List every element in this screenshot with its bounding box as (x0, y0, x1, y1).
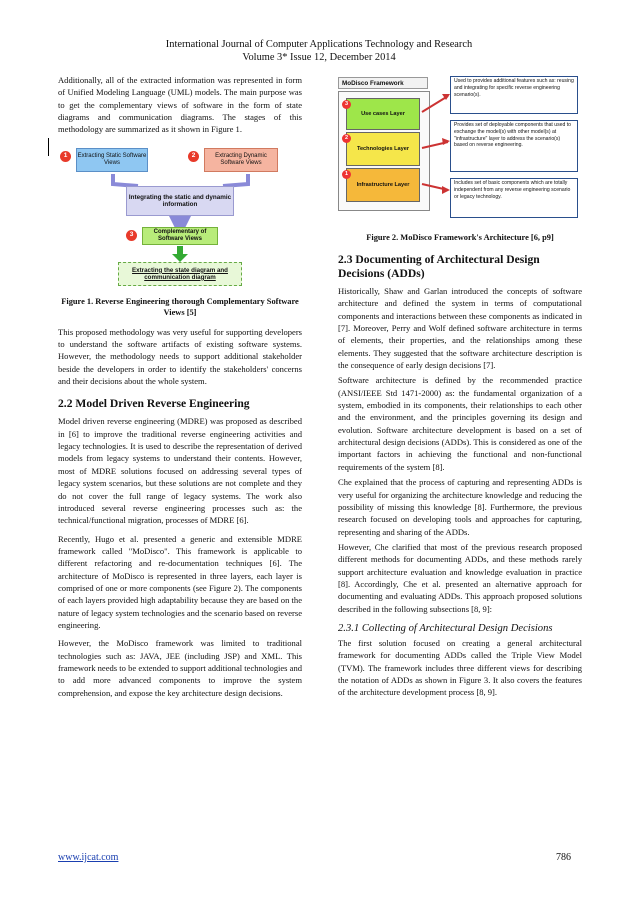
layer-use-cases: Use cases Layer (346, 98, 420, 130)
page-header (0, 38, 638, 64)
layer-3-badge: 3 (342, 100, 351, 109)
step-1-badge: 1 (60, 151, 71, 162)
arrow-right-down (223, 174, 248, 186)
layer-infrastructure: Infrastructure Layer (346, 168, 420, 202)
step-2-badge: 2 (188, 151, 199, 162)
note-use-cases: Used to provides additional features such as: reusing and integrating for specific reverse engineering scenario(s). (450, 76, 578, 114)
box-static-views: Extracting Static Software Views (76, 148, 148, 172)
box-complementary: Complementary of Software Views (142, 227, 218, 245)
right-paragraph-4: However, Che clarified that most of the previous research proposed different methods for documenting ADDs, and these methods rarely support architecture evaluation and knowledge evaluation in practice [8]. Accordingly, Che et al. presented an alternative approach for documenting and evaluating ADDs. This approach proposed solutions described in the following subsections [8, 9]: (338, 541, 582, 614)
layer-1-badge: 1 (342, 170, 351, 179)
journal-title: International Journal of Computer Applications Technology and Research (165, 39, 473, 50)
right-paragraph-5: The first solution focused on creating a general architectural framework for documenting ADDs called the Triple View Model (TVM). The framework includes three different views for describing the notation of ADDs as shown in Figure 3. It also covers the features of the architecture development process [8, 9]. (338, 637, 582, 698)
section-2-3-1-heading: 2.3.1 Collecting of Architectural Design Decisions (338, 622, 553, 634)
right-paragraph-1: Historically, Shaw and Garlan introduced the concepts of software architecture and defined the system in terms of computational components and interactions between these components as indicated in [7]. Moreover, Perry and Wolf defined software architecture in terms of elements, their properties, and the relationships among these elements. They suggested that the software architecture description is the consequence of early design decisions [7]. (338, 286, 582, 371)
left-paragraph-4: Recently, Hugo et al. presented a generic and extensible MDRE framework called "MoDisco". This framework is applicable to different refactoring and re-documentation techniques [6]. The architecture of MoDisco is represented in three layers, each layer is comprised of one or more components (see Figure 2). The components of each layers provided high adaptability because they are based on the nature of legacy system technologies and the scenario based on reverse engineering. (58, 533, 302, 630)
section-2-3-heading: 2.3 Documenting of Architectural Design Decisions (ADDs) (338, 253, 540, 280)
box-integrating: Integrating the static and dynamic information (126, 186, 234, 216)
left-paragraph-1: Additionally, all of the extracted information was represented in form of Unified Modeling Language (UML) models. The main purpose was to get the complementary views of software in the form of state diagrams and communication diagrams. The stages of this methodology are summarized as it shown in Figure 1. (58, 75, 302, 135)
arrow-green-head (172, 254, 188, 262)
arrow-left-down (113, 174, 138, 186)
note-technologies: Provides set of deployable components that used to exchange the model(s) with other model(s) at "infrastructure" layer to address the scenario(s) based on reverse engineering. (450, 120, 578, 172)
left-column (58, 74, 302, 702)
layer-2-badge: 2 (342, 134, 351, 143)
modisco-title: MoDisco Framework (338, 77, 428, 89)
box-dynamic-views: Extracting Dynamic Software Views (204, 148, 278, 172)
layer-technologies: Technologies Layer (346, 132, 420, 166)
figure-2 (338, 74, 578, 224)
right-paragraph-2: Software architecture is defined by the recommended practice (ANSI/IEEE Std 1471-2000) as: the fundamental organization of a system, embodied in its components, their relationships to each other and the environment, and the principles governing its design and evolution. Software architecture development is based on a set of architectural design decisions (ADDs). This is considered as one of the important factors in achieving the functional and non-functional requirements of the system [8]. (338, 375, 582, 472)
section-2-2-heading: 2.2 Model Driven Reverse Engineering (58, 397, 250, 411)
right-paragraph-3: Che explained that the process of capturing and representing ADDs is very useful for organizing the architecture knowledge and reducing the possibility of missing this knowledge [8]. Furthermore, the previous research focused on developing tools and approaches for capturing, representing and sharing of the ADDs. (338, 477, 582, 537)
figure-1-caption: Figure 1. Reverse Engineering thorough Complementary Software Views [5] (61, 296, 299, 317)
right-column (338, 74, 582, 702)
journal-volume: Volume 3* Issue 12, December 2014 (242, 52, 396, 63)
text-cursor (48, 138, 49, 156)
note-infrastructure: Includes set of basic components which are totally independent from any reverse engineering scenario or legacy technology. (450, 178, 578, 218)
box-extracting-diagrams: Extracting the state diagram and communication diagram (118, 262, 242, 286)
figure-1 (58, 146, 302, 288)
journal-website-link[interactable]: www.ijcat.com (58, 852, 119, 863)
step-3-badge: 3 (126, 230, 137, 241)
page-number: 786 (556, 852, 571, 863)
left-paragraph-5: However, the MoDisco framework was limited to traditional technologies such as: JAVA, JEE (including JSP) and XML. This framework needs to be extended to support additional technologies and to add more advanced components to improve the system comprehension, and expose the key architecture design decisions. (58, 638, 302, 698)
figure-2-caption: Figure 2. MoDisco Framework's Architecture [6, p9] (366, 233, 554, 242)
left-paragraph-2: This proposed methodology was very useful for supporting developers to understand the software artifacts of existing software systems. However, the methodology needs to support additional stakeholder beside the developers in order to identify the stakeholders' concerns and their decisions about the whole system. (58, 326, 302, 387)
left-paragraph-3: Model driven reverse engineering (MDRE) was proposed as described in [6] to improve the traditional reverse engineering activities and legacy technologies. It is used to describe the representation of derived models from legacy systems to understand their contents. However, most of MDRE solutions focused on addressing several types of legacy system scenarios, but these solutions are not complete and they do not cover the full range of legacy systems. The work also introduced several reverse engineering processes such as: the technical/functional migration, processes of MDRE [6]. (58, 416, 302, 526)
